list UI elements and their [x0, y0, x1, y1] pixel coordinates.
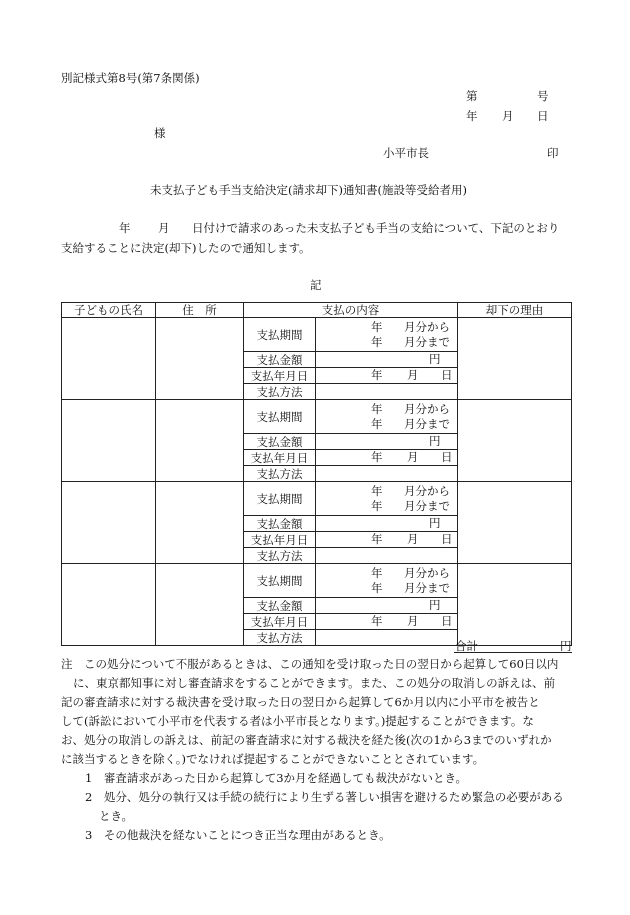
form-reference: 別記様式第8号(第7条関係)	[61, 71, 200, 85]
pay-day: 日	[441, 532, 453, 546]
label-method: 支払方法	[244, 630, 316, 646]
rejection-reason-cell	[458, 482, 572, 564]
table-row	[62, 400, 572, 434]
period-to-text: 月分まで	[404, 581, 450, 595]
child-name-cell	[62, 482, 156, 564]
issuer: 小平市長	[383, 146, 429, 160]
period-from-year: 年	[371, 566, 383, 580]
label-amount: 支払金額	[244, 434, 316, 450]
pay-year: 年	[371, 614, 383, 628]
number-go: 号	[537, 89, 549, 103]
period-to-text: 月分まで	[404, 417, 450, 431]
header-child-name: 子どもの氏名	[62, 303, 156, 318]
total-underline	[454, 652, 572, 653]
period-to-text: 月分まで	[404, 499, 450, 513]
pay-year: 年	[371, 450, 383, 464]
body-year: 年	[119, 221, 131, 235]
date-year: 年	[466, 109, 478, 123]
child-name-cell	[62, 400, 156, 482]
period-from-year: 年	[371, 484, 383, 498]
period-from-text: 月分から	[404, 484, 450, 498]
label-date: 支払年月日	[244, 614, 316, 630]
label-date: 支払年月日	[244, 450, 316, 466]
notes-block	[61, 655, 581, 845]
method-value	[316, 466, 458, 482]
table-row	[62, 318, 572, 352]
period-from-text: 月分から	[404, 320, 450, 334]
method-value	[316, 384, 458, 400]
period-value	[316, 482, 458, 516]
period-from-year: 年	[371, 402, 383, 416]
note-line-3: 記の審査請求に対する裁決書を受け取った日の翌日から起算して6か月以内に小平市を被告と	[61, 695, 540, 709]
label-method: 支払方法	[244, 548, 316, 564]
date-month: 月	[502, 109, 514, 123]
table-row	[62, 482, 572, 516]
note-item-3: 3 その他裁決を経ないことにつき正当な理由があるとき。	[85, 828, 391, 842]
body-line-2: 支給することに決定(却下)したので通知します。	[61, 241, 311, 255]
amount-value	[316, 598, 458, 614]
pay-day: 日	[441, 450, 453, 464]
period-from-text: 月分から	[404, 566, 450, 580]
period-to-year: 年	[371, 417, 383, 431]
date-value	[316, 532, 458, 548]
period-from-year: 年	[371, 320, 383, 334]
period-to-year: 年	[371, 581, 383, 595]
method-value	[316, 630, 458, 646]
header-payment-content: 支払の内容	[244, 303, 458, 318]
note-line-5: お、処分の取消しの訴えは、前記の審査請求に対する裁決を経た後(次の1から3までのいずれか	[61, 733, 552, 747]
period-to-year: 年	[371, 335, 383, 349]
address-cell	[156, 400, 244, 482]
rejection-reason-cell	[458, 400, 572, 482]
label-amount: 支払金額	[244, 598, 316, 614]
yen-unit: 円	[429, 352, 441, 366]
period-to-text: 月分まで	[404, 335, 450, 349]
pay-year: 年	[371, 368, 383, 382]
body-month: 月	[158, 221, 170, 235]
amount-value	[316, 516, 458, 532]
seal: 印	[547, 146, 559, 160]
payment-table	[61, 302, 572, 646]
header-rejection-reason: 却下の理由	[458, 303, 572, 318]
total-label: 合計	[455, 639, 478, 653]
rejection-reason-cell	[458, 564, 572, 646]
address-cell	[156, 564, 244, 646]
period-from-text: 月分から	[404, 402, 450, 416]
header-address: 住 所	[156, 303, 244, 318]
note-line-2: に、東京都知事に対し審査請求をすることができます。また、この処分の取消しの訴えは、前	[73, 676, 556, 690]
label-date: 支払年月日	[244, 368, 316, 384]
document-title: 未支払子ども手当支給決定(請求却下)通知書(施設等受給者用)	[150, 183, 467, 197]
pay-month: 月	[407, 614, 419, 628]
child-name-cell	[62, 564, 156, 646]
date-value	[316, 450, 458, 466]
note-item-2a: 2 処分、処分の執行又は手続の続行により生ずる著しい損害を避けるため緊急の必要がある	[85, 790, 564, 804]
pay-month: 月	[407, 368, 419, 382]
label-period: 支払期間	[244, 564, 316, 598]
address-cell	[156, 318, 244, 400]
total-yen: 円	[560, 639, 572, 653]
label-date: 支払年月日	[244, 532, 316, 548]
pay-month: 月	[407, 450, 419, 464]
body-line-1: 日付けで請求のあった未支払子ども手当の支給について、下記のとおり	[192, 221, 560, 235]
child-name-cell	[62, 318, 156, 400]
table-row	[62, 564, 572, 598]
period-to-year: 年	[371, 499, 383, 513]
note-item-1: 1 審査請求があった日から起算して3か月を経過しても裁決がないとき。	[85, 771, 468, 785]
number-dai: 第	[466, 89, 478, 103]
label-amount: 支払金額	[244, 352, 316, 368]
note-line-4: して(訴訟において小平市を代表する者は小平市長となります。)提起することができます。な	[61, 714, 534, 728]
yen-unit: 円	[429, 598, 441, 612]
yen-unit: 円	[429, 434, 441, 448]
note-line-6: に該当するときを除く。)でなければ提起することができないこととされています。	[61, 752, 485, 766]
method-value	[316, 548, 458, 564]
period-value	[316, 564, 458, 598]
date-day: 日	[537, 109, 549, 123]
pay-day: 日	[441, 368, 453, 382]
amount-value	[316, 434, 458, 450]
pay-year: 年	[371, 532, 383, 546]
amount-value	[316, 352, 458, 368]
ki-label: 記	[310, 278, 322, 292]
note-intro: 注 この処分について不服があるときは、この通知を受け取った日の翌日から起算して60日以内	[61, 657, 559, 671]
date-value	[316, 368, 458, 384]
pay-month: 月	[407, 532, 419, 546]
label-method: 支払方法	[244, 384, 316, 400]
address-cell	[156, 482, 244, 564]
yen-unit: 円	[429, 516, 441, 530]
label-period: 支払期間	[244, 482, 316, 516]
label-period: 支払期間	[244, 318, 316, 352]
label-period: 支払期間	[244, 400, 316, 434]
date-value	[316, 614, 458, 630]
period-value	[316, 318, 458, 352]
rejection-reason-cell	[458, 318, 572, 400]
label-method: 支払方法	[244, 466, 316, 482]
label-amount: 支払金額	[244, 516, 316, 532]
period-value	[316, 400, 458, 434]
pay-day: 日	[441, 614, 453, 628]
table-header-row	[62, 303, 572, 318]
note-item-2b: とき。	[99, 809, 134, 823]
addressee-sama: 様	[154, 126, 166, 140]
